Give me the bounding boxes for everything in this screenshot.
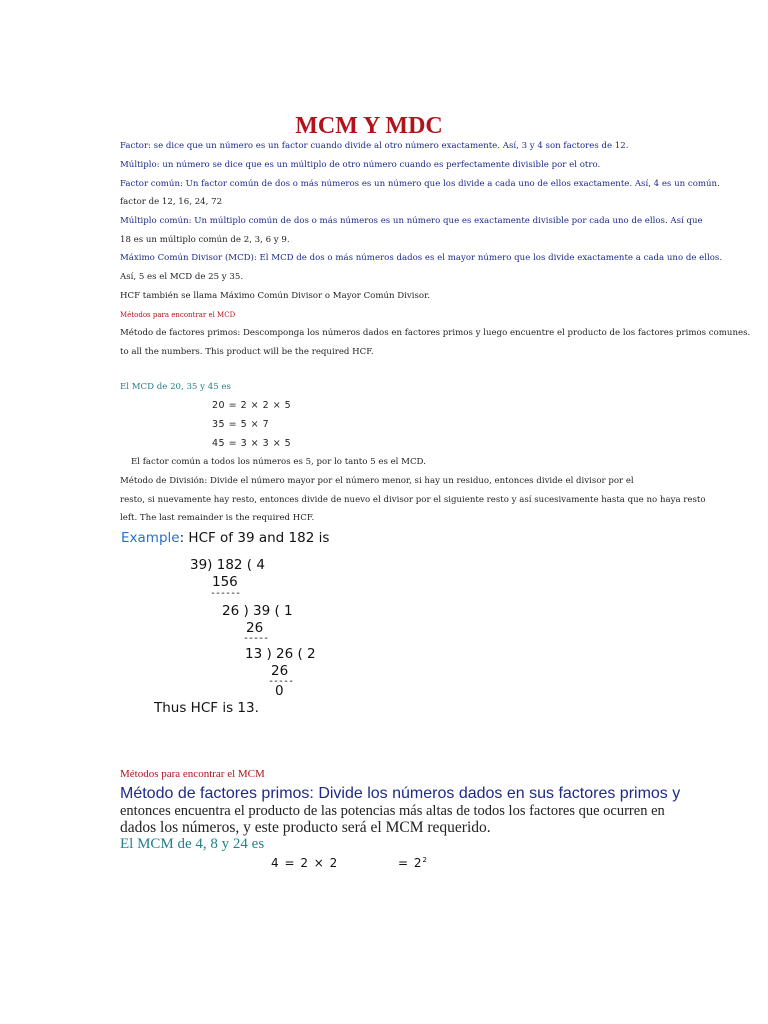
- mcm-power-base: = 2: [398, 856, 423, 870]
- mcm-factorization-right: [398, 856, 428, 870]
- division-method-cont: resto, si nuevamente hay resto, entonces divide de nuevo el divisor por el siguiente resto y así sucesivamente hasta que no haya resto: [120, 495, 706, 505]
- division-step: 13 ) 26 ( 2: [245, 646, 316, 662]
- mcd-definition: Máximo Común Divisor (MCD): El MCD de dos o más números dados es el mayor número que los divide exactamente a cada uno de ellos.: [120, 253, 723, 263]
- mcm-power-exponent: 2: [422, 856, 428, 864]
- mcd-example-heading: El MCD de 20, 35 y 45 es: [120, 382, 231, 392]
- hcf-example-heading: [121, 530, 329, 546]
- mcm-example-heading: El MCM de 4, 8 y 24 es: [120, 836, 265, 852]
- mcm-factorization-left: 4 = 2 × 2: [271, 856, 339, 870]
- example-text: : HCF of 39 and 182 is: [179, 530, 330, 546]
- page-title: MCM Y MDC: [295, 113, 443, 139]
- example-label: Example: [121, 530, 180, 546]
- hcf-result: Thus HCF is 13.: [154, 700, 259, 716]
- factores-primos-method-cont: to all the numbers. This product will be the required HCF.: [120, 347, 374, 357]
- division-subtrahend: 26: [246, 620, 264, 636]
- hcf-note: HCF también se llama Máximo Común Divisor o Mayor Común Divisor.: [120, 291, 430, 301]
- mcd-example: Así, 5 es el MCD de 25 y 35.: [120, 272, 244, 282]
- division-rule: -----: [243, 633, 269, 644]
- division-rule: ------: [210, 588, 241, 599]
- division-step: 39) 182 ( 4: [190, 557, 265, 573]
- mcm-method-text-cont: dados los números, y este producto será el MCM requerido.: [120, 819, 491, 836]
- factor-comun-definition: Factor común: Un factor común de dos o más números es un número que los divide a cada uno de ellos exactamente. Así, 4 es un común.: [120, 179, 720, 189]
- multiplo-comun-definition: Múltiplo común: Un múltiplo común de dos o más números es un número que es exactamente divisible por cada uno de ellos. Así que: [120, 216, 703, 226]
- factor-comun-example: factor de 12, 16, 24, 72: [120, 197, 223, 207]
- division-step: 26 ) 39 ( 1: [222, 603, 293, 619]
- factorization-row: 20 = 2 × 2 × 5: [212, 400, 292, 411]
- mcm-method-title: Método de factores primos: Divide los números dados en sus factores primos y: [120, 785, 681, 802]
- mcd-conclusion: El factor común a todos los números es 5, por lo tanto 5 es el MCD.: [131, 457, 426, 467]
- division-method: Método de División: Divide el número mayor por el número menor, si hay un residuo, entonces divide el divisor por el: [120, 476, 634, 486]
- division-method-end: left. The last remainder is the required HCF.: [120, 513, 315, 523]
- metodos-mcd-heading: Métodos para encontrar el MCD: [120, 311, 236, 319]
- division-rule: -----: [268, 676, 294, 687]
- mcm-method-text: entonces encuentra el producto de las potencias más altas de todos los factores que ocurren en: [120, 803, 665, 819]
- factorization-row: 45 = 3 × 3 × 5: [212, 438, 292, 449]
- division-remainder: 0: [275, 683, 284, 699]
- multiplo-comun-example: 18 es un múltiplo común de 2, 3, 6 y 9.: [120, 235, 290, 245]
- multiplo-definition: Múltiplo: un número se dice que es un múltiplo de otro número cuando es perfectamente divisible por el otro.: [120, 160, 601, 170]
- metodos-mcm-heading: Métodos para encontrar el MCM: [120, 768, 265, 780]
- factores-primos-method: Método de factores primos: Descomponga los números dados en factores primos y luego encuentre el producto de los factores primos comunes.: [120, 328, 751, 338]
- division-subtrahend: 156: [212, 574, 238, 590]
- factor-definition: Factor: se dice que un número es un factor cuando divide al otro número exactamente. Así, 3 y 4 son factores de 12.: [120, 141, 629, 151]
- division-subtrahend: 26: [271, 663, 289, 679]
- factorization-row: 35 = 5 × 7: [212, 419, 270, 430]
